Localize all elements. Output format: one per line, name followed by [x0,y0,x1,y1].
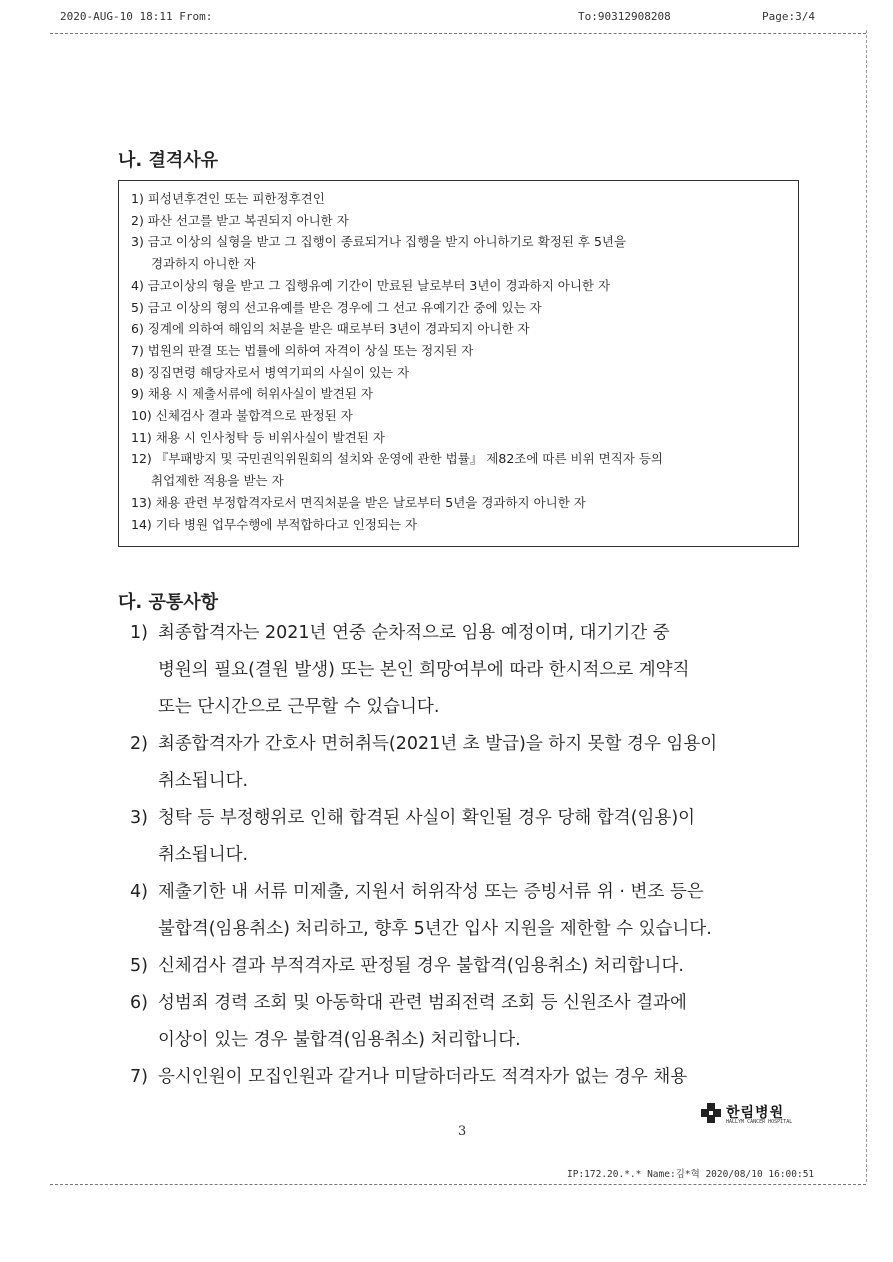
common-item-line [130,726,810,763]
disqualification-text: 7) 법원의 판결 또는 법률에 의하여 자격이 상실 또는 정지된 자 [131,342,474,358]
disqualification-item [131,383,786,405]
disqualification-item [131,297,786,319]
common-item-number: 2) [130,734,148,754]
disqualification-item [131,340,786,362]
disqualification-item [131,448,786,491]
disqualification-text: 2) 파산 선고를 받고 복권되지 아니한 자 [131,212,349,228]
disqualification-text: 4) 금고이상의 형을 받고 그 집행유예 기간이 만료된 날로부터 3년이 경과하지 아니한 자 [131,277,611,293]
disqualification-item [131,188,786,210]
common-item-text: 취소됩니다. [158,845,249,865]
disqualification-item [131,514,786,536]
common-item [130,948,810,985]
page-number: 3 [458,1124,467,1139]
disqualification-text: 12) 『부패방지 및 국민권익위원회의 설치와 운영에 관한 법률』 제82조에 따른 비위 면직자 등의 [131,451,663,467]
disqualification-text: 1) 피성년후견인 또는 피한정후견인 [131,191,325,206]
common-item-text: 성범죄 경력 조회 및 아동학대 관련 범죄전력 조회 등 신원조사 결과에 [158,993,687,1013]
common-items-list [130,615,810,1096]
common-item-text: 최종합격자는 2021년 연중 순차적으로 임용 예정이며, 대기기간 중 [158,623,670,643]
common-item-number: 3) [130,808,148,828]
disqualification-text: 5) 금고 이상의 형의 선고유예를 받은 경우에 그 선고 유예기간 중에 있는 자 [131,299,542,315]
hospital-cross-logo-icon [700,1102,722,1124]
common-item [130,874,810,948]
disqualification-item [131,427,786,449]
common-item [130,985,810,1059]
section-title-common: 다. 공통사항 [118,592,219,613]
common-item [130,726,810,800]
common-item [130,800,810,874]
common-item-text: 청탁 등 부정행위로 인해 합격된 사실이 확인될 경우 당해 합격(임용)이 [158,808,696,828]
disqualification-box [118,180,799,547]
common-item-line [130,837,810,874]
common-item-number: 5) [130,956,148,976]
common-item [130,1059,810,1096]
disqualification-text: 8) 징집면령 해당자로서 병역기피의 사실이 있는 자 [131,364,410,380]
disqualification-item [131,231,786,274]
fax-sent-line: 2020-AUG-10 18:11 From: [60,10,213,23]
common-item-line [130,874,810,911]
fax-page-count: Page:3/4 [762,10,815,23]
common-item-number: 4) [130,882,148,902]
disqualification-item [131,492,786,514]
common-item-number: 7) [130,1067,148,1087]
common-item-text: 이상이 있는 경우 불합격(임용취소) 처리합니다. [158,1030,521,1050]
fax-header-divider [50,33,866,34]
common-item-line [130,985,810,1022]
disqualification-text: 14) 기타 병원 업무수행에 부적합하다고 인정되는 자 [131,516,418,532]
common-item-line [130,689,810,726]
scan-edge-line [866,30,867,1182]
common-item-text: 취소됩니다. [158,771,249,791]
common-item-line [130,1022,810,1059]
common-item-text: 제출기한 내 서류 미제출, 지원서 허위작성 또는 증빙서류 위 · 변조 등은 [158,882,704,902]
fax-recipient: To:90312908208 [578,10,671,23]
disqualification-text: 6) 징계에 의하여 해임의 처분을 받은 때로부터 3년이 경과되지 아니한 자 [131,321,530,337]
disqualification-text: 11) 채용 시 인사청탁 등 비위사실이 발견된 자 [131,429,385,445]
footer-divider [50,1184,866,1185]
disqualification-item [131,318,786,340]
common-item [130,615,810,726]
common-item-text: 병원의 필요(결원 발생) 또는 본인 희망여부에 따라 한시적으로 계약직 [158,660,690,680]
disqualification-text: 13) 채용 관련 부정합격자로서 면직처분을 받은 날로부터 5년을 경과하지 아니한 자 [131,494,586,510]
common-item-text: 또는 단시간으로 근무할 수 있습니다. [158,697,440,717]
disqualification-item [131,210,786,232]
disqualification-item [131,275,786,297]
common-item-line [130,1059,810,1096]
print-footer-info: IP:172.20.*.* Name:김*혁 2020/08/10 16:00:51 [567,1169,815,1180]
disqualification-text-continued: 경과하지 아니한 자 [151,256,256,272]
common-item-text: 응시인원이 모집인원과 같거나 미달하더라도 적격자가 없는 경우 채용 [158,1067,688,1087]
logo-text: 한림병원 [726,1105,785,1121]
section-title-disqualification: 나. 결격사유 [118,150,219,171]
disqualification-item [131,405,786,427]
hospital-logo [700,1102,810,1128]
common-item-line [130,800,810,837]
logo-subtext: HALLYM CANCER HOSPITAL [726,1119,793,1125]
disqualification-text: 3) 금고 이상의 실형을 받고 그 집행이 종료되거나 집행을 받지 아니하기로 확정된 후 5년을 [131,234,627,250]
common-item-text: 불합격(임용취소) 처리하고, 향후 5년간 입사 지원을 제한할 수 있습니다. [158,919,712,939]
common-item-line [130,652,810,689]
common-item-line [130,911,810,948]
disqualification-item [131,362,786,384]
common-item-line [130,948,810,985]
common-item-text: 최종합격자가 간호사 면허취득(2021년 초 발급)을 하지 못할 경우 임용이 [158,734,718,754]
common-item-line [130,615,810,652]
disqualification-text: 10) 신체검사 결과 불합격으로 판정된 자 [131,408,353,424]
disqualification-text-continued: 취업제한 적용을 받는 자 [151,473,284,489]
disqualification-text: 9) 채용 시 제출서류에 허위사실이 발견된 자 [131,386,373,402]
common-item-text: 신체검사 결과 부적격자로 판정될 경우 불합격(임용취소) 처리합니다. [158,956,684,976]
common-item-number: 6) [130,993,148,1013]
common-item-number: 1) [130,623,148,643]
common-item-line [130,763,810,800]
fax-header [60,8,853,28]
